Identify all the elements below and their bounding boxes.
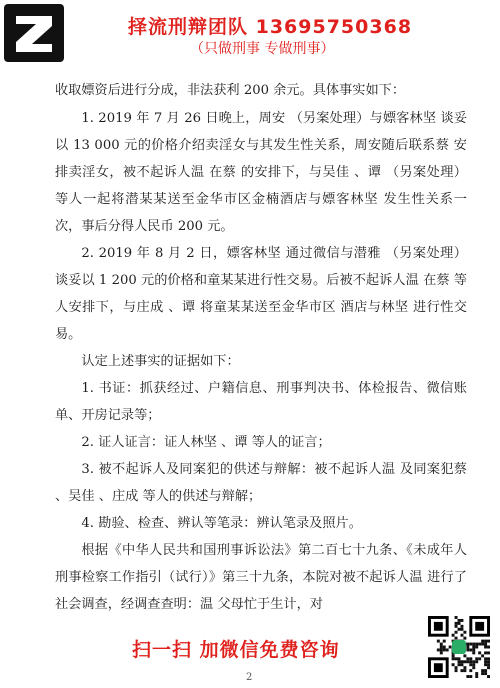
paragraph-fact-1: 1. 2019 年 7 月 26 日晚上，周安 （另案处理）与嫖客林坚 谈妥以 13 000 元的价格介绍卖淫女与其发生性关系，周安随后联系蔡 安排卖淫女，被不起诉人温 在蔡 的安排下，与吴佳 、谭 （另案处理）等人一起将潜某某送至金华市区金楠酒店与嫖客林坚 发生性关系一次，事后分得人民币 200 元。 (55, 111, 467, 234)
wechat-qr-code[interactable] (428, 616, 490, 678)
brand-subtitle: （只做刑事 专做刑事） (190, 41, 335, 57)
paragraph-legal-basis: 根据《中华人民共和国刑事诉讼法》第二百七十九条、《未成年人刑事检察工作指引（试行）》第三十九条，本院对被不起诉人温 进行了社会调查，经调查查明：温 父母忙于生计，对 (55, 543, 467, 612)
paragraph-evidence-4: 4. 勘验、检查、辨认等笔录：辨认笔录及照片。 (81, 516, 362, 531)
paragraph-evidence-3: 3. 被不起诉人及同案犯的供述与辩解：被不起诉人温 及同案犯蔡 、吴佳 、庄成 等人的供述与辩解； (55, 462, 467, 504)
paragraph-evidence-heading: 认定上述事实的证据如下： (81, 354, 240, 369)
paragraph-evidence-2: 2. 证人证言：证人林坚 、谭 等人的证言； (81, 435, 331, 450)
law-firm-logo (4, 4, 64, 62)
page-number: 2 (246, 672, 253, 683)
wechat-cta: 扫一扫 加微信免费咨询 (132, 639, 340, 661)
brand-title: 择流刑辩团队 13695750368 (128, 16, 413, 38)
paragraph-evidence-1: 1. 书证：抓获经过、户籍信息、刑事判决书、体检报告、微信账单、开房记录等； (55, 381, 467, 423)
paragraph-intro: 收取嫖资后进行分成，非法获利 200 余元。具体事实如下： (55, 83, 406, 98)
paragraph-fact-2: 2. 2019 年 8 月 2 日，嫖客林坚 通过微信与潜雅 （另案处理）谈妥以 1 200 元的价格和童某某进行性交易。后被不起诉人温 在蔡 等人安排下，与庄成 、谭 将童某某送至金华市区 酒店与林坚 进行性交易。 (55, 246, 467, 342)
